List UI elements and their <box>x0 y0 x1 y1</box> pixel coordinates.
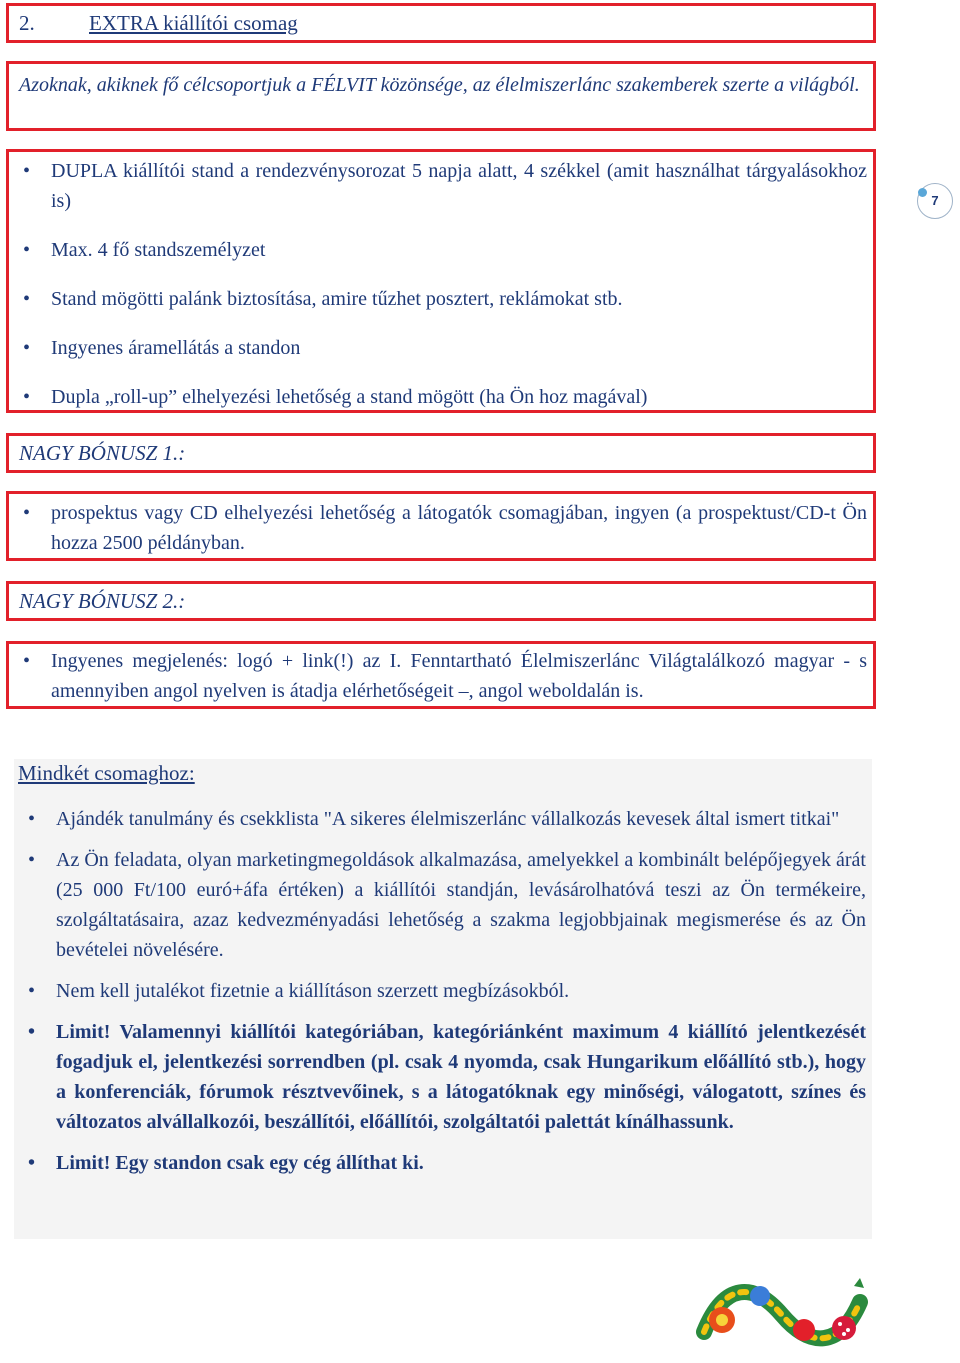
bullet-icon: • <box>23 239 31 261</box>
feature-text: Dupla „roll-up” elhelyezési lehetőség a stand mögött (ha Ön hoz magával) <box>51 386 648 408</box>
bullet-icon: • <box>28 849 36 871</box>
both-item-text: Ajándék tanulmány és csekklista "A sikeres élelmiszerlánc vállalkozás kevesek által ismert titkai" <box>56 808 840 830</box>
list-item <box>14 1017 872 1137</box>
bullet-icon: • <box>23 502 31 524</box>
bullet-icon: • <box>23 288 31 310</box>
section-title-box <box>6 3 876 43</box>
both-item-text: Az Ön feladata, olyan marketingmegoldások alkalmazása, amelyekkel a kombinált belépőjegyek árát (25 000 Ft/100 euró+áfa értéken) a kiállítói standján, levásárolhatóvá teszi az Ön termékeire, szolgáltatásaira, azaz kedvezményadási lehetőség a szakma legjobbjainak megismerése és az Ön bevételei növelésére. <box>56 849 866 961</box>
bullet-icon: • <box>28 1152 36 1174</box>
intro-text: Azoknak, akiknek fő célcsoportjuk a FÉLVIT közönsége, az élelmiszerlánc szakemberek szerte a világból. <box>19 74 860 96</box>
bullet-icon: • <box>28 808 36 830</box>
limit-text: Limit! Valamennyi kiállítói kategóriában, kategóriánként maximum 4 kiállító jelentkezését fogadjuk el, jelentkezési sorrendben (pl. csak 4 nyomda, csak Hungarikum előállító stb.), hogy a konferenciák, fórumok résztvevőinek, s a látogatóknak egy minőségi, válogatott, színes és változatos alvállalkozói, beszállítói, előállítói, szolgáltatói palettát kínálhassunk. <box>56 1021 866 1133</box>
both-packages-panel <box>14 759 872 1239</box>
features-box <box>6 149 876 413</box>
bonus2-heading: NAGY BÓNUSZ 2.: <box>19 589 186 613</box>
list-item <box>14 1148 872 1178</box>
bonus2-text: Ingyenes megjelenés: logó + link(!) az I. Fenntartható Élelmiszerlánc Világtalálkozó magyar - s amennyiben angol nyelven is átadja elérhetőségeit –, angol weboldalán is. <box>51 650 867 702</box>
bullet-icon: • <box>23 650 31 672</box>
list-item <box>14 845 872 965</box>
page-dot-icon <box>918 188 927 197</box>
event-logo <box>694 1272 870 1358</box>
bullet-icon: • <box>28 980 36 1002</box>
bullet-icon: • <box>28 1021 36 1043</box>
bonus2-list <box>9 646 873 706</box>
bonus1-heading-box <box>6 433 876 473</box>
intro-box <box>6 61 876 131</box>
section-number: 2. <box>19 11 35 35</box>
both-packages-list <box>14 804 872 1189</box>
feature-text: Stand mögötti palánk biztosítása, amire tűzhet posztert, reklámokat stb. <box>51 288 623 310</box>
list-item <box>9 646 873 706</box>
list-item <box>9 235 873 265</box>
both-item-text: Nem kell jutalékot fizetnie a kiállításon szerzett megbízásokból. <box>56 980 570 1002</box>
bonus2-body-box <box>6 641 876 709</box>
bonus1-heading: NAGY BÓNUSZ 1.: <box>19 441 186 465</box>
bullet-icon: • <box>23 386 31 408</box>
bonus1-body-box <box>6 491 876 561</box>
list-item <box>9 498 873 558</box>
both-packages-title: Mindkét csomaghoz: <box>18 761 195 785</box>
bullet-icon: • <box>23 337 31 359</box>
feature-text: Max. 4 fő standszemélyzet <box>51 239 266 261</box>
list-item <box>9 284 873 314</box>
limit-text: Limit! Egy standon csak egy cég állíthat ki. <box>56 1152 424 1174</box>
bullet-icon: • <box>23 160 31 182</box>
list-item <box>9 382 873 412</box>
bonus2-heading-box <box>6 581 876 621</box>
page-number-badge: 7 <box>917 183 953 219</box>
features-list <box>9 156 873 431</box>
feature-text: Ingyenes áramellátás a standon <box>51 337 301 359</box>
section-title: EXTRA kiállítói csomag <box>89 11 298 35</box>
list-item <box>14 976 872 1006</box>
list-item <box>9 156 873 216</box>
list-item <box>9 333 873 363</box>
bonus1-text: prospektus vagy CD elhelyezési lehetőség a látogatók csomagjában, ingyen (a prospektust/CD-t Ön hozza 2500 példányban. <box>51 502 867 554</box>
feature-text: DUPLA kiállítói stand a rendezvénysorozat 5 napja alatt, 4 székkel (amit használhat tárgyalásokhoz is) <box>51 160 867 212</box>
list-item <box>14 804 872 834</box>
bonus1-list <box>9 498 873 558</box>
